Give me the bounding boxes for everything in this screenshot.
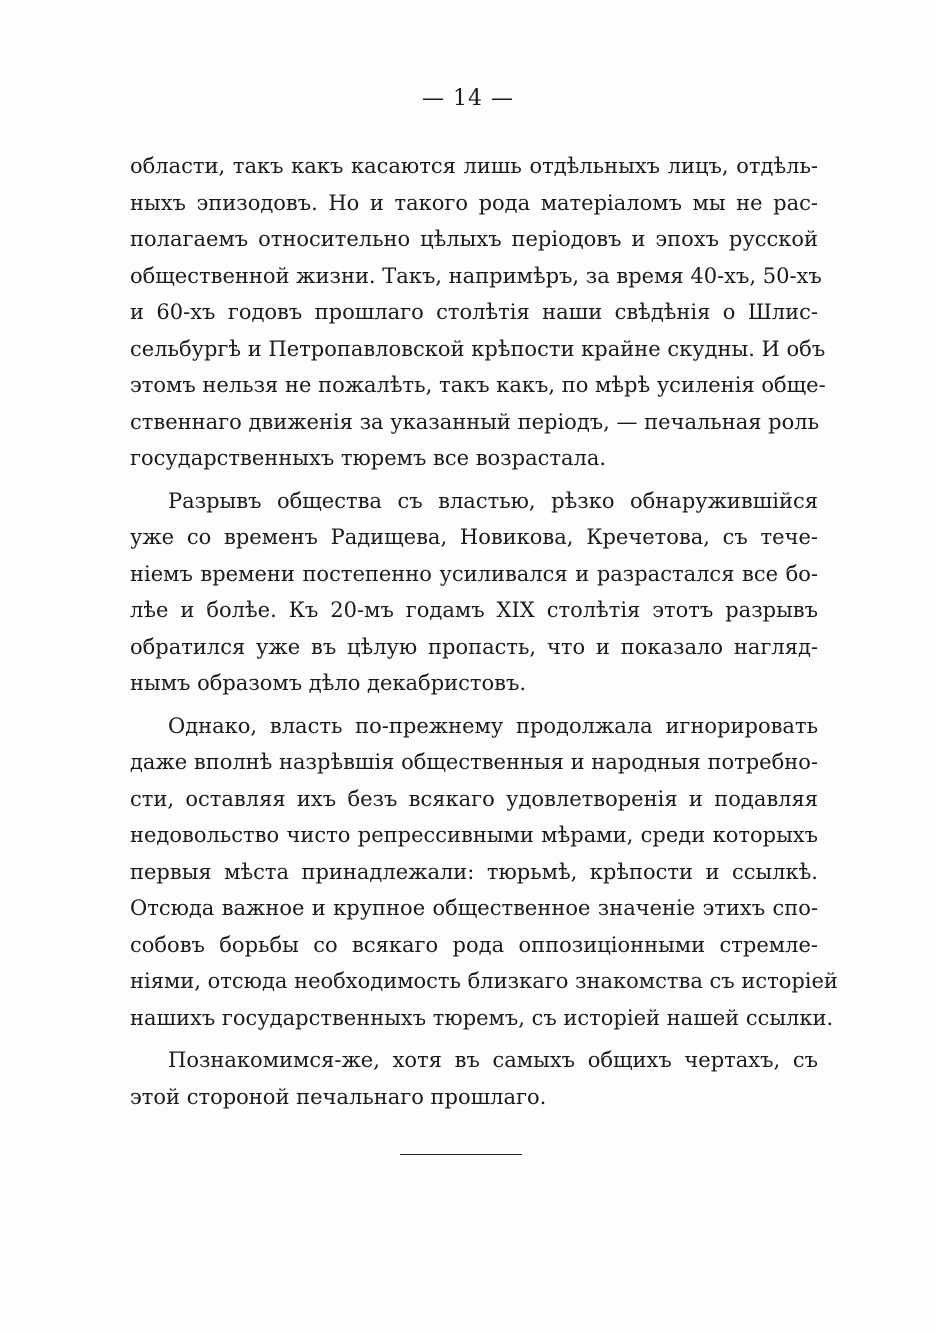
end-rule-divider bbox=[400, 1154, 522, 1155]
text-line: первыя мѣста принадлежали: тюрьмѣ, крѣпости и ссылкѣ. bbox=[130, 859, 818, 884]
text-line: Познакомимся-же, хотя въ самыхъ общихъ чертахъ, съ bbox=[168, 1048, 818, 1072]
text-line: области, такъ какъ касаются лишь отдѣльныхъ лицъ, отдѣль- bbox=[130, 154, 818, 178]
text-line: сельбургѣ и Петропавловской крѣпости крайне скудны. И объ bbox=[130, 336, 826, 361]
text-line: ныхъ эпизодовъ. Но и такого рода матеріаломъ мы не рас- bbox=[130, 190, 818, 215]
text-line: сти, оставляя ихъ безъ всякаго удовлетворенія и подавляя bbox=[130, 786, 818, 811]
text-line: этомъ нельзя не пожалѣть, такъ какъ, по мѣрѣ усиленія обще- bbox=[130, 373, 826, 397]
text-line: лѣе и болѣе. Къ 20-мъ годамъ XIX столѣтія этотъ разрывъ bbox=[130, 598, 818, 622]
paragraph-1 bbox=[130, 148, 826, 477]
text-line: обратился уже въ цѣлую пропасть, что и показало нагляд- bbox=[130, 634, 818, 659]
paragraph-3 bbox=[130, 708, 838, 1037]
body-text bbox=[130, 148, 838, 1115]
text-line: общественной жизни. Такъ, напримѣръ, за время 40-хъ, 50-хъ bbox=[130, 263, 822, 288]
text-line: Разрывъ общества съ властью, рѣзко обнаружившійся bbox=[168, 488, 818, 513]
text-line: ственнаго движенія за указанный періодъ, — печальная роль bbox=[130, 409, 820, 434]
paragraph-4 bbox=[130, 1042, 818, 1115]
text-line: ніемъ времени постепенно усиливался и разрастался все бо- bbox=[130, 561, 818, 586]
text-line: и 60-хъ годовъ прошлаго столѣтія наши свѣдѣнія о Шлис- bbox=[130, 300, 818, 324]
text-line: недовольство чисто репрессивными мѣрами, среди которыхъ bbox=[130, 823, 818, 847]
text-line: даже вполнѣ назрѣвшія общественныя и народныя потребно- bbox=[130, 750, 818, 774]
text-line: Однако, власть по-прежнему продолжала игнорировать bbox=[168, 713, 818, 738]
paragraph-2 bbox=[130, 483, 818, 702]
text-line: ніями, отсюда необходимость близкаго знакомства съ исторіей bbox=[130, 969, 838, 993]
text-line: полагаемъ относительно цѣлыхъ періодовъ и эпохъ русской bbox=[130, 227, 818, 251]
text-line: этой стороной печальнаго прошлаго. bbox=[130, 1084, 547, 1109]
text-line: Отсюда важное и крупное общественное значеніе этихъ спо- bbox=[130, 896, 818, 920]
text-line: нымъ образомъ дѣло декабристовъ. bbox=[130, 671, 527, 695]
text-line: нашихъ государственныхъ тюремъ, съ исторіей нашей ссылки. bbox=[130, 1005, 834, 1030]
text-line: собовъ борьбы со всякаго рода оппозиціонными стремле- bbox=[130, 932, 818, 957]
text-line: уже со временъ Радищева, Новикова, Кречетова, съ тече- bbox=[130, 525, 818, 549]
text-line: государственныхъ тюремъ все возрастала. bbox=[130, 446, 607, 470]
page-number: — 14 — bbox=[422, 86, 514, 111]
